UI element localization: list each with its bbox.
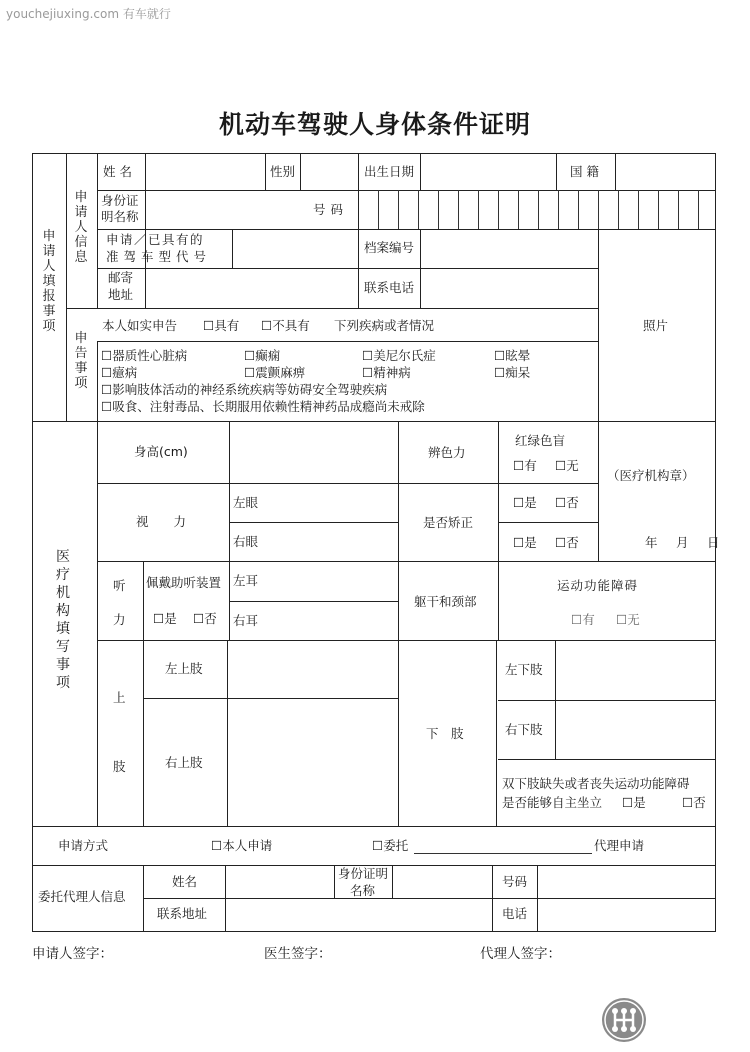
checkbox-icon: ☐ bbox=[555, 458, 567, 473]
right-lower-limb-field[interactable] bbox=[557, 702, 713, 757]
lower-question-line2: 是否能够自主坐立 bbox=[502, 795, 603, 810]
lower-limb-label: 下 肢 bbox=[426, 726, 464, 741]
checkbox-icon: ☐ bbox=[571, 612, 583, 627]
agent-id-doc-label-2: 名称 bbox=[350, 883, 376, 898]
id-doc-name-label: 身份证明名称 bbox=[101, 193, 139, 224]
medical-seal: （医疗机构章） bbox=[607, 468, 695, 483]
id-number-boxes[interactable] bbox=[360, 192, 713, 227]
photo-label: 照片 bbox=[643, 318, 669, 333]
agent-address-field[interactable] bbox=[227, 900, 490, 929]
declare-not-have-option[interactable]: ☐不具有 bbox=[261, 318, 310, 333]
right-upper-limb-field[interactable] bbox=[229, 700, 396, 824]
left-ear-label: 左耳 bbox=[233, 573, 259, 588]
gender-label: 性别 bbox=[270, 164, 296, 179]
agent-name-field[interactable] bbox=[227, 867, 332, 896]
color-blind-yes[interactable]: ☐有 bbox=[513, 458, 537, 473]
right-lower-limb-label: 右下肢 bbox=[505, 722, 543, 737]
motor-disorder-yes[interactable]: ☐有 bbox=[571, 612, 595, 627]
watermark-brand: 有车就行 bbox=[122, 7, 171, 21]
watermark bbox=[6, 6, 171, 22]
form-title: 机动车驾驶人身体条件证明 bbox=[218, 110, 531, 139]
license-label-line1: 申请／已具有的 bbox=[106, 232, 205, 247]
disease-option[interactable]: ☐眩晕 bbox=[494, 348, 531, 363]
phone-label: 联系电话 bbox=[364, 280, 415, 295]
nationality-field[interactable] bbox=[617, 155, 713, 189]
agent-name-label: 姓名 bbox=[172, 874, 198, 889]
license-label-line2: 准驾车型代号 bbox=[106, 249, 212, 264]
disease-option[interactable]: ☐震颤麻痹 bbox=[244, 365, 306, 380]
name-field[interactable] bbox=[147, 155, 263, 189]
entrust-option[interactable]: ☐委托 bbox=[372, 838, 409, 853]
checkbox-icon: ☐ bbox=[494, 365, 506, 380]
lower-sit-no[interactable]: ☐否 bbox=[682, 795, 706, 810]
right-corrected-yes[interactable]: ☐是 bbox=[513, 535, 537, 550]
address-label-line1: 邮寄 bbox=[108, 270, 134, 285]
disease-option[interactable]: ☐痴呆 bbox=[494, 365, 531, 380]
right-eye-field[interactable] bbox=[262, 524, 396, 559]
doctor-signature-label: 医生签字： bbox=[264, 946, 332, 962]
agent-id-doc-field[interactable] bbox=[394, 867, 490, 896]
left-lower-limb-field[interactable] bbox=[557, 642, 713, 698]
agent-number-field[interactable] bbox=[539, 867, 713, 896]
agent-address-label: 联系地址 bbox=[157, 906, 208, 921]
checkbox-icon: ☐ bbox=[513, 458, 525, 473]
checkbox-icon: ☐ bbox=[211, 838, 223, 853]
left-upper-limb-label: 左上肢 bbox=[165, 661, 203, 676]
file-no-field[interactable] bbox=[422, 231, 596, 266]
checkbox-icon: ☐ bbox=[362, 348, 374, 363]
birth-date-label: 出生日期 bbox=[364, 164, 415, 179]
checkbox-icon: ☐ bbox=[616, 612, 628, 627]
address-label-line2: 地址 bbox=[108, 287, 134, 302]
height-label: 身高(cm) bbox=[134, 444, 188, 459]
checkbox-icon: ☐ bbox=[244, 365, 256, 380]
checkbox-icon: ☐ bbox=[555, 495, 567, 510]
declare-text: 本人如实申告 bbox=[102, 318, 178, 333]
agent-apply-label: 代理申请 bbox=[594, 838, 645, 853]
declare-have-option[interactable]: ☐具有 bbox=[203, 318, 240, 333]
agent-signature-label: 代理人签字： bbox=[480, 946, 561, 962]
self-apply-option[interactable]: ☐本人申请 bbox=[211, 838, 273, 853]
license-field[interactable] bbox=[234, 231, 356, 266]
entrust-agent-field[interactable] bbox=[414, 834, 592, 852]
hearing-label-1: 听 bbox=[113, 578, 126, 593]
checkbox-icon: ☐ bbox=[622, 795, 634, 810]
agent-number-label: 号码 bbox=[502, 874, 528, 889]
disease-option[interactable]: ☐吸食、注射毒品、长期服用依赖性精神药品成瘾尚未戒除 bbox=[101, 399, 425, 414]
disease-option[interactable]: ☐器质性心脏病 bbox=[101, 348, 188, 363]
color-vision-label: 辨色力 bbox=[428, 445, 466, 460]
motor-disorder-label: 运动功能障碍 bbox=[557, 578, 639, 593]
checkbox-icon: ☐ bbox=[513, 495, 525, 510]
hearing-label-2: 力 bbox=[113, 612, 126, 627]
agent-phone-field[interactable] bbox=[539, 900, 713, 929]
trunk-neck-label: 躯干和颈部 bbox=[414, 594, 477, 609]
checkbox-icon: ☐ bbox=[494, 348, 506, 363]
checkbox-icon: ☐ bbox=[513, 535, 525, 550]
gender-field[interactable] bbox=[302, 155, 356, 189]
disease-option[interactable]: ☐癔病 bbox=[101, 365, 138, 380]
hearing-aid-label: 佩戴助听装置 bbox=[146, 575, 222, 590]
color-blind-no[interactable]: ☐无 bbox=[555, 458, 579, 473]
height-field[interactable] bbox=[231, 423, 396, 481]
trunk-neck-field[interactable] bbox=[400, 563, 496, 585]
checkbox-icon: ☐ bbox=[193, 611, 205, 626]
checkbox-icon: ☐ bbox=[101, 382, 113, 397]
applicant-section-label: 申请人填报事项 bbox=[42, 229, 56, 334]
gearshift-logo-icon bbox=[600, 996, 648, 1044]
left-ear-field[interactable] bbox=[262, 563, 396, 599]
agent-phone-label: 电话 bbox=[502, 906, 528, 921]
left-eye-label: 左眼 bbox=[233, 495, 259, 510]
color-blind-label: 红绿色盲 bbox=[515, 433, 566, 448]
checkbox-icon: ☐ bbox=[362, 365, 374, 380]
medical-section-label: 医疗机构填写事项 bbox=[56, 549, 70, 691]
right-eye-label: 右眼 bbox=[233, 534, 259, 549]
applicant-signature-label: 申请人签字： bbox=[32, 946, 113, 962]
corrected-label: 是否矫正 bbox=[423, 515, 474, 530]
checkbox-icon: ☐ bbox=[244, 348, 256, 363]
address-field[interactable] bbox=[147, 270, 356, 306]
disease-option[interactable]: ☐美尼尔氏症 bbox=[362, 348, 436, 363]
right-upper-limb-label: 右上肢 bbox=[165, 755, 203, 770]
left-corrected-no[interactable]: ☐否 bbox=[555, 495, 579, 510]
application-method-label: 申请方式 bbox=[58, 838, 109, 853]
checkbox-icon: ☐ bbox=[372, 838, 384, 853]
lower-question-line1: 双下肢缺失或者丧失运动功能障碍 bbox=[502, 776, 690, 791]
file-no-label: 档案编号 bbox=[364, 240, 415, 255]
motor-disorder-no[interactable]: ☐无 bbox=[616, 612, 640, 627]
phone-field[interactable] bbox=[422, 270, 596, 306]
agent-info-label: 委托代理人信息 bbox=[38, 889, 126, 904]
checkbox-icon: ☐ bbox=[101, 399, 113, 414]
checkbox-icon: ☐ bbox=[153, 611, 165, 626]
lower-sit-yes[interactable]: ☐是 bbox=[622, 795, 646, 810]
nationality-label: 国籍 bbox=[570, 164, 604, 179]
right-ear-label: 右耳 bbox=[233, 613, 259, 628]
hearing-aid-yes[interactable]: ☐是 bbox=[153, 611, 177, 626]
number-label: 号码 bbox=[313, 202, 349, 217]
checkbox-icon: ☐ bbox=[101, 365, 113, 380]
left-upper-limb-field[interactable] bbox=[229, 642, 396, 696]
vision-label: 视 力 bbox=[136, 514, 187, 529]
watermark-site: youchejiuxing.com bbox=[6, 7, 120, 21]
applicant-info-label: 申请人信息 bbox=[74, 190, 88, 265]
birth-date-field[interactable] bbox=[422, 155, 554, 189]
left-eye-field[interactable] bbox=[262, 485, 396, 520]
disease-option[interactable]: ☐癫痫 bbox=[244, 348, 281, 363]
left-corrected-yes[interactable]: ☐是 bbox=[513, 495, 537, 510]
right-ear-field[interactable] bbox=[262, 603, 396, 638]
checkbox-icon: ☐ bbox=[261, 318, 273, 333]
left-lower-limb-label: 左下肢 bbox=[505, 662, 543, 677]
hearing-aid-no[interactable]: ☐否 bbox=[193, 611, 217, 626]
declare-label: 申告事项 bbox=[74, 331, 88, 391]
photo-box[interactable] bbox=[600, 231, 713, 419]
disease-option[interactable]: ☐影响肢体活动的神经系统疾病等妨碍安全驾驶疾病 bbox=[101, 382, 388, 397]
checkbox-icon: ☐ bbox=[682, 795, 694, 810]
name-label: 姓名 bbox=[103, 164, 137, 179]
upper-limb-label-1: 上 bbox=[113, 690, 126, 705]
agent-id-doc-label-1: 身份证明 bbox=[338, 866, 389, 881]
checkbox-icon: ☐ bbox=[203, 318, 215, 333]
disease-option[interactable]: ☐精神病 bbox=[362, 365, 411, 380]
declare-tail: 下列疾病或者情况 bbox=[334, 318, 435, 333]
right-corrected-no[interactable]: ☐否 bbox=[555, 535, 579, 550]
checkbox-icon: ☐ bbox=[101, 348, 113, 363]
id-doc-name-field[interactable] bbox=[147, 192, 297, 227]
upper-limb-label-2: 肢 bbox=[113, 759, 126, 774]
checkbox-icon: ☐ bbox=[555, 535, 567, 550]
medical-date: 年 月 日 bbox=[645, 535, 723, 550]
